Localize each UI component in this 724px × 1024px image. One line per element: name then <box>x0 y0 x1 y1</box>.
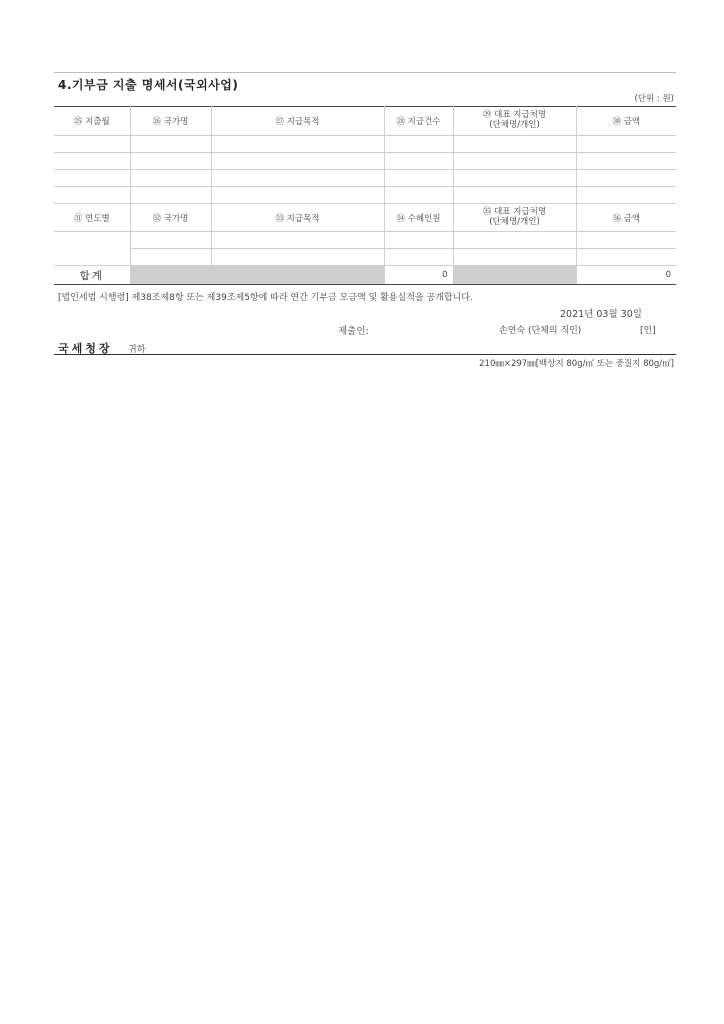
table-cell <box>211 153 384 170</box>
expenditure-table <box>54 106 676 285</box>
total-amount-value: 0 <box>576 266 676 285</box>
seal-label: [인] <box>640 326 656 336</box>
section-title: 4.기부금 지출 명세서(국외사업) <box>58 78 239 92</box>
header-representative-payee-line1: ㉙ 대표 지급처명 <box>482 110 547 121</box>
total-shaded-payee <box>453 266 576 285</box>
table-cell <box>130 136 211 153</box>
header-amount: ㉚ 금액 <box>576 107 676 136</box>
table-cell <box>576 187 676 204</box>
legal-text: [법인세법 시행령] 제38조제8항 또는 제39조제5항에 따라 연간 기부금 모금액 및 활용실적을 공개합니다. <box>58 293 473 303</box>
table-cell <box>453 136 576 153</box>
header-payment-count: ㉘ 지급건수 <box>384 107 453 136</box>
table-cell <box>130 170 211 187</box>
table-cell <box>211 232 384 249</box>
table-cell <box>576 136 676 153</box>
table-cell <box>576 170 676 187</box>
header-beneficiaries: ㉞ 수혜인원 <box>384 204 453 232</box>
header-representative-payee-2-line2: (단체명/개인) <box>489 216 540 227</box>
table-row <box>54 136 676 153</box>
table-cell <box>54 136 130 153</box>
header-country-name: ㉖ 국가명 <box>130 107 211 136</box>
header-representative-payee <box>453 107 576 136</box>
header-payment-purpose: ㉗ 지급목적 <box>211 107 384 136</box>
total-shaded-cell <box>130 266 384 285</box>
recipient-suffix: 귀하 <box>128 345 146 355</box>
table-row <box>54 232 676 249</box>
table-cell <box>453 232 576 249</box>
total-label: 합계 <box>54 266 130 285</box>
table-cell <box>384 187 453 204</box>
total-row <box>54 266 676 285</box>
table-row <box>54 187 676 204</box>
header-amount-2: ㊱ 금액 <box>576 204 676 232</box>
table-row <box>54 249 676 266</box>
table-cell <box>384 136 453 153</box>
submitter-label: 제출인: <box>338 326 369 337</box>
bottom-rule <box>54 354 676 355</box>
table-cell <box>576 153 676 170</box>
table-cell <box>211 187 384 204</box>
submitter-name: 손연숙 (단체의 직인) <box>499 326 582 336</box>
table-cell <box>453 249 576 266</box>
header-expense-month: ㉕ 지출월 <box>54 107 130 136</box>
table-header-row-1 <box>54 107 676 136</box>
table-cell <box>54 170 130 187</box>
paper-spec: 210㎜×297㎜[백상지 80g/㎡ 또는 중질지 80g/㎡] <box>479 359 674 369</box>
table-cell <box>211 170 384 187</box>
table-cell <box>576 232 676 249</box>
table-cell <box>211 249 384 266</box>
table-row <box>54 170 676 187</box>
table-cell <box>576 249 676 266</box>
header-representative-payee-2 <box>453 204 576 232</box>
header-representative-payee-2-line1: ㉟ 대표 지급처명 <box>482 206 547 217</box>
table-cell <box>130 153 211 170</box>
table-cell <box>384 170 453 187</box>
table-cell <box>130 232 211 249</box>
total-count-value: 0 <box>384 266 453 285</box>
table-cell <box>453 153 576 170</box>
table-cell <box>211 136 384 153</box>
table-cell <box>453 170 576 187</box>
submission-date: 2021년 03월 30일 <box>560 309 642 320</box>
header-country-name-2: ㉜ 국가명 <box>130 204 211 232</box>
table-cell <box>384 249 453 266</box>
table-cell <box>54 153 130 170</box>
table-cell <box>54 187 130 204</box>
table-cell <box>384 232 453 249</box>
table-cell <box>130 187 211 204</box>
table-cell <box>453 187 576 204</box>
table-row <box>54 153 676 170</box>
header-payment-purpose-2: ㉝ 지급목적 <box>211 204 384 232</box>
header-by-year: ㉛ 연도별 <box>54 204 130 232</box>
recipient: 국세청장 <box>58 342 113 355</box>
table-cell <box>130 249 211 266</box>
table-header-row-2 <box>54 204 676 232</box>
header-representative-payee-line2: (단체명/개인) <box>489 120 540 130</box>
top-rule <box>54 72 676 73</box>
unit-label: (단위 : 원) <box>634 94 674 104</box>
table-cell <box>54 232 130 266</box>
table-cell <box>384 153 453 170</box>
